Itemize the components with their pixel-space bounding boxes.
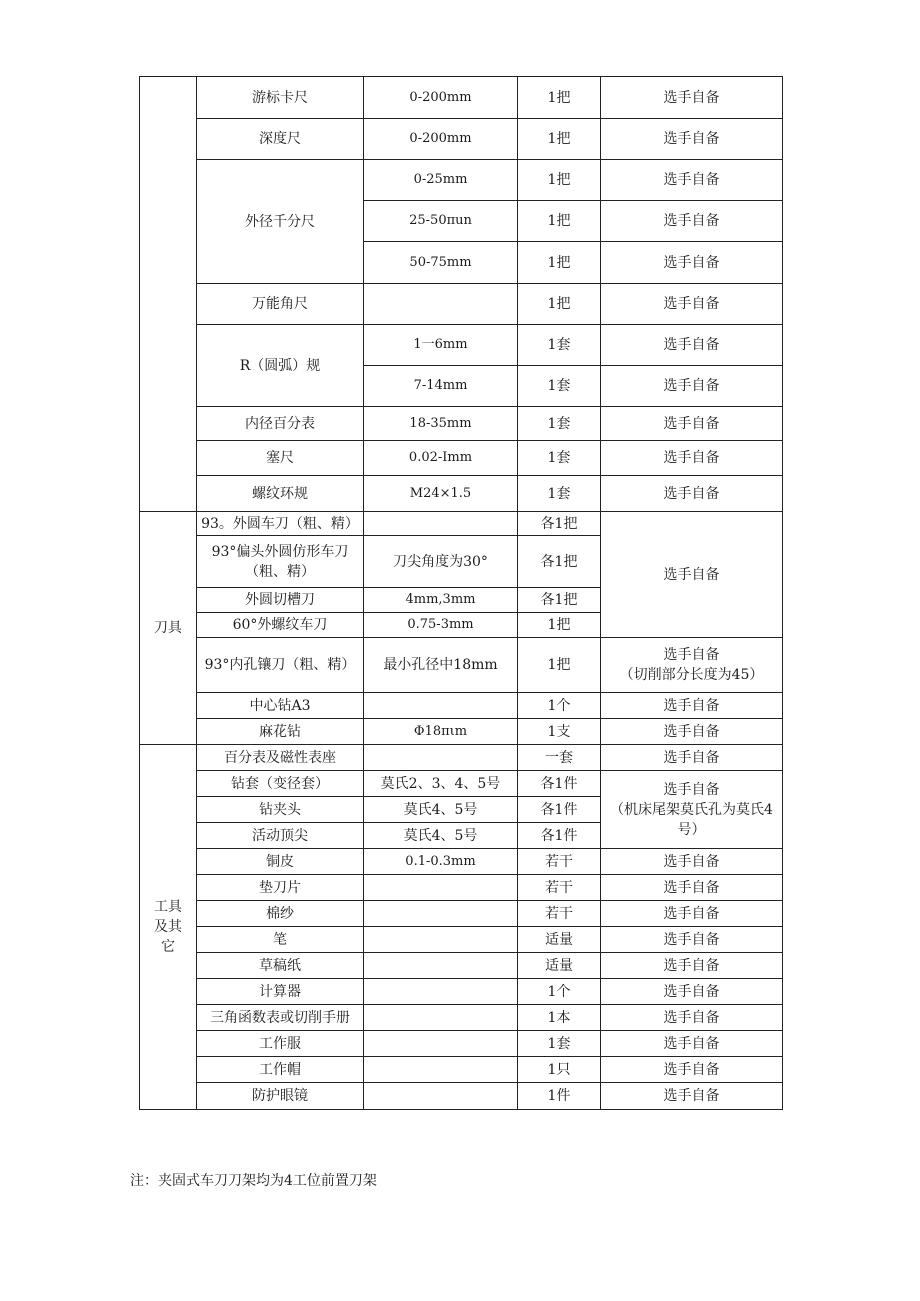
item-remark: 选手自备 (601, 693, 783, 719)
remark-line: 选手自备 (663, 781, 720, 798)
item-spec (364, 284, 518, 325)
item-remark: 选手自备 (601, 366, 783, 407)
item-name: 三角函数表或切削手册 (197, 1005, 364, 1031)
item-name: 防护眼镜 (197, 1083, 364, 1110)
group-remark (601, 771, 783, 849)
item-spec: 莫氏2、3、4、5号 (364, 771, 518, 797)
item-name: 内径百分表 (197, 407, 364, 441)
item-qty: 1本 (518, 1005, 601, 1031)
item-qty: 1件 (518, 1083, 601, 1110)
item-spec (364, 1031, 518, 1057)
item-spec: 0-200mm (364, 77, 518, 119)
footnote: 注：夹固式车刀刀架均为4工位前置刀架 (130, 1173, 377, 1189)
table-row (140, 119, 783, 160)
item-qty: 1把 (518, 242, 601, 284)
item-remark: 选手自备 (601, 719, 783, 745)
item-remark: 选手自备 (601, 901, 783, 927)
item-remark: 选手自备 (601, 1057, 783, 1083)
item-name: 60°外螺纹车刀 (197, 613, 364, 638)
table-row (140, 512, 783, 536)
item-name: 麻花钻 (197, 719, 364, 745)
table-row (140, 284, 783, 325)
item-qty: 1把 (518, 77, 601, 119)
table-row (140, 901, 783, 927)
table-row (140, 745, 783, 771)
item-qty: 若干 (518, 875, 601, 901)
item-remark: 选手自备 (601, 953, 783, 979)
item-name: 草稿纸 (197, 953, 364, 979)
item-name: 笔 (197, 927, 364, 953)
item-qty: 各1件 (518, 797, 601, 823)
item-remark: 选手自备 (601, 119, 783, 160)
item-qty: 1把 (518, 201, 601, 242)
table-row (140, 407, 783, 441)
item-name: 钻夹头 (197, 797, 364, 823)
table-row (140, 719, 783, 745)
table-row (140, 771, 783, 797)
table-row (140, 849, 783, 875)
item-spec (364, 901, 518, 927)
category-cell-measure (140, 77, 197, 512)
item-spec: 0.75-3mm (364, 613, 518, 638)
item-spec (364, 927, 518, 953)
item-qty: 1支 (518, 719, 601, 745)
item-name: 活动顶尖 (197, 823, 364, 849)
item-qty: 1个 (518, 979, 601, 1005)
item-name: 铜皮 (197, 849, 364, 875)
item-spec: 1一6mm (364, 325, 518, 366)
item-name: 中心钻A3 (197, 693, 364, 719)
table-row (140, 476, 783, 512)
item-name: 外径千分尺 (197, 160, 364, 284)
item-spec: 0.02-Imm (364, 441, 518, 476)
equipment-table (139, 76, 783, 1110)
table-row (140, 875, 783, 901)
item-spec (364, 953, 518, 979)
item-remark: 选手自备 (601, 745, 783, 771)
table-row (140, 1005, 783, 1031)
category-cell-tools: 刀具 (140, 512, 197, 745)
table-row (140, 1057, 783, 1083)
item-remark (601, 638, 783, 693)
item-qty: 1套 (518, 1031, 601, 1057)
item-remark: 选手自备 (601, 979, 783, 1005)
item-qty: 1把 (518, 638, 601, 693)
item-qty: 1把 (518, 613, 601, 638)
item-name: 计算器 (197, 979, 364, 1005)
item-name: 垫刀片 (197, 875, 364, 901)
item-qty: 1套 (518, 366, 601, 407)
table-row (140, 160, 783, 201)
item-qty: 适量 (518, 927, 601, 953)
item-remark: 选手自备 (601, 927, 783, 953)
item-spec: 25-50πun (364, 201, 518, 242)
item-qty: 各1把 (518, 536, 601, 588)
item-remark: 选手自备 (601, 441, 783, 476)
item-qty: 1把 (518, 284, 601, 325)
item-qty: 各1件 (518, 823, 601, 849)
item-spec: 刀尖角度为30° (364, 536, 518, 588)
item-qty: 1把 (518, 119, 601, 160)
table-row (140, 693, 783, 719)
item-spec (364, 1057, 518, 1083)
item-spec: 0-25mm (364, 160, 518, 201)
category-cell-others: 工具及其它 (140, 745, 197, 1110)
item-name: 93°内孔镶刀（粗、精） (197, 638, 364, 693)
table-row (140, 927, 783, 953)
item-qty: 若干 (518, 849, 601, 875)
item-qty: 1套 (518, 476, 601, 512)
item-remark: 选手自备 (601, 875, 783, 901)
item-remark: 选手自备 (601, 77, 783, 119)
item-remark: 选手自备 (601, 242, 783, 284)
item-qty: 1把 (518, 160, 601, 201)
item-name: 万能角尺 (197, 284, 364, 325)
item-spec: 最小孔径中18mm (364, 638, 518, 693)
item-spec (364, 745, 518, 771)
group-remark: 选手自备 (601, 512, 783, 638)
item-qty: 各1把 (518, 588, 601, 613)
item-name: 93。外圆车刀（粗、精） (197, 512, 364, 536)
item-spec (364, 1005, 518, 1031)
item-spec: 18-35mm (364, 407, 518, 441)
item-remark: 选手自备 (601, 407, 783, 441)
item-spec: 4mm,3mm (364, 588, 518, 613)
item-spec (364, 693, 518, 719)
item-name: 钻套（变径套） (197, 771, 364, 797)
item-spec: 莫氏4、5号 (364, 823, 518, 849)
item-spec (364, 512, 518, 536)
table-row (140, 979, 783, 1005)
item-qty: 若干 (518, 901, 601, 927)
item-name: 工作服 (197, 1031, 364, 1057)
table-row (140, 953, 783, 979)
item-spec: 50-75mm (364, 242, 518, 284)
item-qty: 适量 (518, 953, 601, 979)
item-qty: 各1把 (518, 512, 601, 536)
item-qty: 1套 (518, 441, 601, 476)
remark-line: 选手自备 (663, 647, 720, 663)
item-spec: 0-200mm (364, 119, 518, 160)
item-spec: Φ18πιm (364, 719, 518, 745)
item-spec (364, 875, 518, 901)
table-row (140, 1083, 783, 1110)
table-row (140, 77, 783, 119)
item-remark: 选手自备 (601, 160, 783, 201)
item-qty: 1个 (518, 693, 601, 719)
item-name: 工作帽 (197, 1057, 364, 1083)
item-qty: 一套 (518, 745, 601, 771)
item-name: R（圆弧）规 (197, 325, 364, 407)
table-row (140, 638, 783, 693)
item-remark: 选手自备 (601, 325, 783, 366)
item-spec: M24×1.5 (364, 476, 518, 512)
item-name: 螺纹环规 (197, 476, 364, 512)
item-qty: 1只 (518, 1057, 601, 1083)
item-name: 深度尺 (197, 119, 364, 160)
item-name: 百分表及磁性表座 (197, 745, 364, 771)
item-name: 外圆切槽刀 (197, 588, 364, 613)
item-remark: 选手自备 (601, 284, 783, 325)
table-row (140, 325, 783, 366)
item-name: 棉纱 (197, 901, 364, 927)
item-qty: 各1件 (518, 771, 601, 797)
item-spec: 0.1-0.3mm (364, 849, 518, 875)
item-name: 93°偏头外圆仿形车刀（粗、精） (197, 536, 364, 588)
item-remark: 选手自备 (601, 1031, 783, 1057)
table-row (140, 1031, 783, 1057)
item-spec (364, 979, 518, 1005)
item-spec: 莫氏4、5号 (364, 797, 518, 823)
item-spec (364, 1083, 518, 1110)
remark-note: （切削部分长度为45） (619, 667, 764, 683)
item-spec: 7-14mm (364, 366, 518, 407)
item-remark: 选手自备 (601, 476, 783, 512)
item-name: 游标卡尺 (197, 77, 364, 119)
item-qty: 1套 (518, 325, 601, 366)
item-name: 塞尺 (197, 441, 364, 476)
remark-note: （机床尾架莫氏孔为莫氏4号） (610, 801, 773, 838)
item-remark: 选手自备 (601, 201, 783, 242)
item-remark: 选手自备 (601, 1005, 783, 1031)
item-remark: 选手自备 (601, 1083, 783, 1110)
table-row (140, 441, 783, 476)
item-remark: 选手自备 (601, 849, 783, 875)
item-qty: 1套 (518, 407, 601, 441)
